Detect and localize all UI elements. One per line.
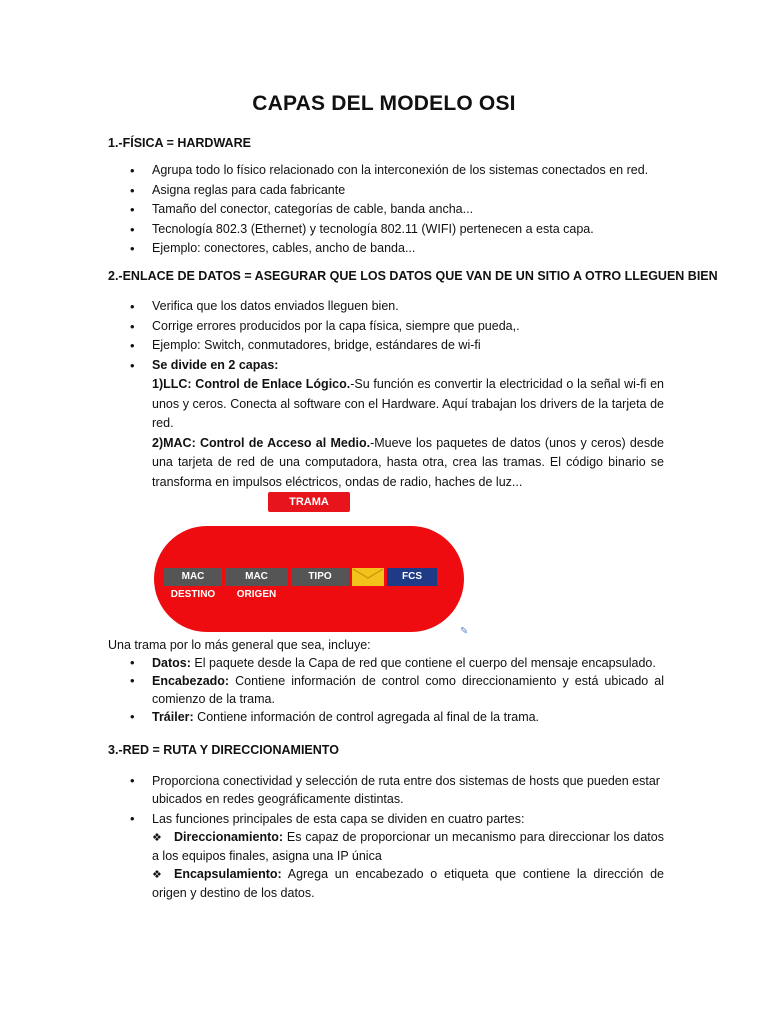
frame-diagram — [154, 492, 469, 640]
field-fcs: FCS — [387, 568, 437, 586]
llc-label: 1)LLC: Control de Enlace Lógico. — [152, 377, 351, 391]
mac-label: 2)MAC: Control de Acceso al Medio. — [152, 435, 371, 450]
list-item: • Agrupa todo lo físico relacionado con la interconexión de los sistemas conectados en red. — [108, 161, 668, 181]
item-label: Tráiler: — [152, 710, 194, 724]
item-text: Las funciones principales de esta capa se dividen en cuatro partes: — [152, 812, 525, 826]
list-item: • Corrige errores producidos por la capa física, siempre que pueda,. — [108, 317, 664, 337]
item-text: Proporciona conectividad y selección de ruta entre dos sistemas de hosts que pueden estar ubicados en redes geográficamente distintas. — [152, 774, 660, 806]
section-3-heading: 3.-RED = RUTA Y DIRECCIONAMIENTO — [108, 743, 339, 757]
llc-paragraph — [152, 375, 664, 434]
item-label: Encabezado: — [152, 674, 230, 688]
list-item: • Asigna reglas para cada fabricante — [108, 181, 668, 201]
item-text: Contiene información de control como direccionamiento y está ubicado al comienzo de la trama. — [152, 674, 664, 706]
field-mac-destino: MAC DESTINO — [164, 568, 222, 586]
list-item — [108, 356, 664, 493]
sub-label: Direccionamiento: — [174, 830, 284, 844]
trama-label: TRAMA — [268, 492, 350, 512]
diamond-bullet-icon: ❖ — [152, 869, 162, 881]
list-item — [108, 654, 664, 672]
sub-text: Agrega un encabezado o etiqueta que contiene la dirección de origen y destino de los datos. — [152, 867, 664, 900]
list-item: • Ejemplo: Switch, conmutadores, bridge, estándares de wi-fi — [108, 336, 664, 356]
section-1-heading: 1.-FÍSICA = HARDWARE — [108, 136, 251, 150]
diamond-bullet-icon: ❖ — [152, 832, 162, 844]
list-item: • Ejemplo: conectores, cables, ancho de banda... — [108, 239, 668, 259]
field-mac-origen: MAC ORIGEN — [225, 568, 288, 586]
list-item — [108, 810, 664, 902]
item-text: Contiene información de control agregada al final de la trama. — [193, 710, 540, 724]
mac-text: -Mueve los paquetes de datos (unos y ceros) desde una tarjeta de red de una computadora, hasta otra, crea las tramas. El código binario se transforma en impulsos eléctricos, ondas de radio, haches de luz... — [152, 435, 664, 489]
list-item: • Tecnología 802.3 (Ethernet) y tecnología 802.11 (WIFI) pertenecen a esta capa. — [108, 220, 668, 240]
section-1-list — [108, 161, 668, 259]
section-2-list — [108, 297, 664, 492]
list-item: • Verifica que los datos enviados lleguen bien. — [108, 297, 664, 317]
pencil-icon: ✎ — [460, 626, 469, 637]
item-text: El paquete desde la Capa de red que contiene el cuerpo del mensaje encapsulado. — [190, 656, 656, 670]
sub-label: Encapsulamiento: — [174, 867, 282, 881]
page-title: CAPAS DEL MODELO OSI — [252, 92, 516, 115]
list-item — [108, 708, 664, 726]
list-item — [108, 772, 664, 808]
llc-text: -Su función es convertir la electricidad o la señal wi-fi en unos y ceros. Conecta al software con el Hardware. Aquí trabajan los drivers de la tarjeta de red. — [152, 377, 664, 430]
item-label: Datos: — [152, 656, 191, 670]
field-tipo: TIPO — [291, 568, 349, 586]
subitem-direccionamiento — [152, 828, 664, 865]
section-2-heading: 2.-ENLACE DE DATOS = ASEGURAR QUE LOS DATOS QUE VAN DE UN SITIO A OTRO LLEGUEN BIEN — [108, 269, 718, 283]
list-item: • Tamaño del conector, categorías de cable, banda ancha... — [108, 200, 668, 220]
envelope-icon — [352, 568, 384, 586]
trama-list — [108, 654, 664, 726]
trama-intro: Una trama por lo más general que sea, incluye: — [108, 638, 371, 652]
subitem-encapsulamiento — [152, 865, 664, 902]
divide-label: Se divide en 2 capas: — [152, 357, 279, 372]
mac-paragraph — [152, 434, 664, 493]
list-item — [108, 672, 664, 708]
sub-text: Es capaz de proporcionar un mecanismo para direccionar los datos a los equipos finales, asigna una IP única — [152, 830, 664, 863]
section-3-list — [108, 772, 664, 902]
